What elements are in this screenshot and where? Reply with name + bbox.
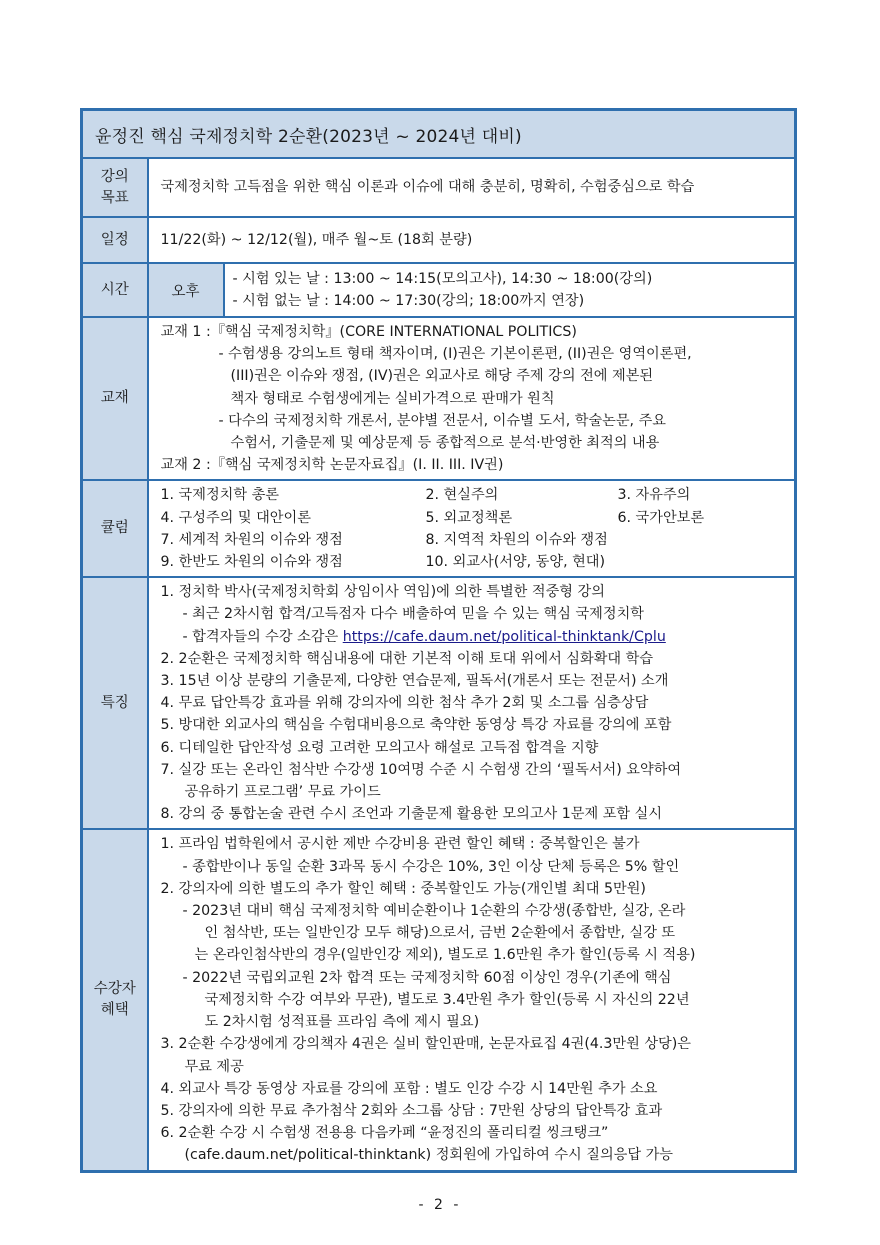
textbook-line: - 다수의 국제정치학 개론서, 분야별 전문서, 이슈별 도서, 학술논문, 주요 xyxy=(218,412,666,429)
benefit-line: 도 2차시험 성적표를 프라임 측에 제시 필요) xyxy=(204,1014,480,1031)
benefits-row xyxy=(82,829,796,1171)
feature-line: 8. 강의 중 통합논술 관련 수시 조언과 기출문제 활용한 모의고사 1문제 포함 실시 xyxy=(160,806,663,823)
curriculum-item: 10. 외교사(서양, 동양, 현대) xyxy=(425,554,606,571)
benefits-content xyxy=(148,829,796,1171)
benefit-line: 무료 제공 xyxy=(184,1058,244,1075)
curriculum-item: 8. 지역적 차원의 이슈와 쟁점 xyxy=(425,531,608,548)
features-label: 특징 xyxy=(82,577,148,829)
curriculum-content xyxy=(148,480,796,577)
features-content xyxy=(148,577,796,829)
benefit-line: 1. 프라임 법학원에서 공시한 제반 수강비용 관련 할인 혜택 : 중복할인은 불가 xyxy=(160,836,640,853)
textbook-label: 교재 xyxy=(82,317,148,480)
feature-line: 6. 디테일한 답안작성 요령 고려한 모의고사 해설로 고득점 합격을 지향 xyxy=(160,739,599,756)
benefit-line: 4. 외교사 특강 동영상 자료를 강의에 포함 : 별도 인강 수강 시 14만원 추가 소요 xyxy=(160,1080,658,1097)
benefit-line: 국제정치학 수강 여부와 무관), 별도로 3.4만원 추가 할인(등록 시 자신의 22년 xyxy=(204,991,690,1008)
feature-line: 3. 15년 이상 분량의 기출문제, 다양한 연습문제, 필독서(개론서 또는 전문서) 소개 xyxy=(160,673,669,690)
curriculum-item: 9. 한반도 차원의 이슈와 쟁점 xyxy=(160,554,343,571)
review-link[interactable]: https://cafe.daum.net/political-thinktank/Cplu xyxy=(342,628,666,645)
textbook-line: 책자 형태로 수험생에게는 실비가격으로 판매가 원칙 xyxy=(230,390,555,407)
feature-line: - 최근 2차시험 합격/고득점자 다수 배출하여 믿을 수 있는 핵심 국제정치학 xyxy=(182,606,644,623)
curriculum-item: 3. 자유주의 xyxy=(617,487,691,504)
feature-line: 공유하기 프로그램’ 무료 가이드 xyxy=(184,784,381,801)
curriculum-row xyxy=(82,480,796,577)
textbook-line: - 수험생용 강의노트 형태 책자이며, (I)권은 기본이론편, (II)권은 영역이론편, xyxy=(218,346,692,363)
time-sub-label: 오후 xyxy=(148,263,224,317)
time-lines xyxy=(224,263,796,317)
curriculum-item: 2. 현실주의 xyxy=(425,487,499,504)
textbook-row xyxy=(82,317,796,480)
curriculum-item: 5. 외교정책론 xyxy=(425,509,513,526)
time-line-noexam: - 시험 없는 날 : 14:00 ~ 17:30(강의; 18:00까지 연장) xyxy=(232,293,585,309)
textbook-line: 교재 2 :『핵심 국제정치학 논문자료집』(I. II. III. IV권) xyxy=(160,457,504,474)
benefit-line: 3. 2순환 수강생에게 강의책자 4권은 실비 할인판매, 논문자료집 4권(4.3만원 상당)은 xyxy=(160,1036,692,1053)
curriculum-item: 6. 국가안보론 xyxy=(617,509,705,526)
page-number: - 2 - xyxy=(418,1197,462,1213)
time-label: 시간 xyxy=(82,263,148,317)
benefit-line: - 2022년 국립외교원 2차 합격 또는 국제정치학 60점 이상인 경우(기존에 핵심 xyxy=(182,969,672,986)
schedule-row xyxy=(82,217,796,263)
schedule-text: 11/22(화) ~ 12/12(월), 매주 월~토 (18회 분량) xyxy=(148,217,796,263)
goal-text: 국제정치학 고득점을 위한 핵심 이론과 이슈에 대해 충분히, 명확히, 수험중심으로 학습 xyxy=(148,158,796,217)
feature-line: 7. 실강 또는 온라인 첨삭반 수강생 10여명 수준 시 수험생 간의 ‘필독서서) 요약하여 xyxy=(160,761,682,778)
benefit-line: - 2023년 대비 핵심 국제정치학 예비순환이나 1순환의 수강생(종합반, 실강, 온라 xyxy=(182,903,686,920)
curriculum-item: 4. 구성주의 및 대안이론 xyxy=(160,509,311,526)
textbook-line: 수험서, 기출문제 및 예상문제 등 종합적으로 분석·반영한 최적의 내용 xyxy=(230,435,660,452)
feature-line: 2. 2순환은 국제정치학 핵심내용에 대한 기본적 이해 토대 위에서 심화확대 학습 xyxy=(160,650,654,667)
benefit-line: 2. 강의자에 의한 별도의 추가 할인 혜택 : 중복할인도 가능(개인별 최대 5만원) xyxy=(160,880,646,897)
schedule-label: 일정 xyxy=(82,217,148,263)
curriculum-item: 1. 국제정치학 총론 xyxy=(160,487,279,504)
course-title: 윤정진 핵심 국제정치학 2순환(2023년 ~ 2024년 대비) xyxy=(82,110,796,159)
benefit-line: (cafe.daum.net/political-thinktank) 정회원에 가입하여 수시 질의응답 가능 xyxy=(184,1147,674,1164)
features-row xyxy=(82,577,796,829)
feature-line: 1. 정치학 박사(국제정치학회 상임이사 역임)에 의한 특별한 적중형 강의 xyxy=(160,584,605,601)
benefit-line: 는 온라인첨삭반의 경우(일반인강 제외), 별도로 1.6만원 추가 할인(등록 시 적용) xyxy=(194,947,696,964)
benefit-line: 6. 2순환 수강 시 수험생 전용용 다음카페 “윤정진의 폴리티컬 씽크탱크” xyxy=(160,1125,609,1142)
benefit-line: - 종합반이나 동일 순환 3과목 동시 수강은 10%, 3인 이상 단체 등록은 5% 할인 xyxy=(182,858,680,875)
benefits-label: 수강자 혜택 xyxy=(82,829,148,1171)
time-row xyxy=(82,263,796,317)
curriculum-label: 큘럼 xyxy=(82,480,148,577)
time-line-exam: - 시험 있는 날 : 13:00 ~ 14:15(모의고사), 14:30 ~ 18:00(강의) xyxy=(232,270,653,287)
goal-label: 강의 목표 xyxy=(82,158,148,217)
textbook-content xyxy=(148,317,796,480)
course-info-sheet xyxy=(80,108,797,1173)
benefit-line: 5. 강의자에 의한 무료 추가첨삭 2회와 소그룹 상담 : 7만원 상당의 답안특강 효과 xyxy=(160,1102,663,1119)
benefit-line: 인 첨삭반, 또는 일반인강 모두 해당)으로서, 금번 2순환에서 종합반, 실강 또 xyxy=(204,925,676,942)
textbook-line: 교재 1 :『핵심 국제정치학』(CORE INTERNATIONAL POLITICS) xyxy=(160,324,577,340)
textbook-line: (III)권은 이슈와 쟁점, (IV)권은 외교사로 해당 주제 강의 전에 제본된 xyxy=(230,368,654,385)
feature-line: 5. 방대한 외교사의 핵심을 수험대비용으로 축약한 동영상 특강 자료를 강의에 포함 xyxy=(160,717,672,734)
goal-row xyxy=(82,158,796,217)
feature-line-url: - 합격자들의 수강 소감은 https://cafe.daum.net/political-thinktank/Cplu xyxy=(182,628,666,645)
curriculum-item: 7. 세계적 차원의 이슈와 쟁점 xyxy=(160,531,343,548)
feature-line: 4. 무료 답안특강 효과를 위해 강의자에 의한 첨삭 추가 2회 및 소그룹 심층상담 xyxy=(160,695,649,712)
course-table xyxy=(80,108,797,1173)
